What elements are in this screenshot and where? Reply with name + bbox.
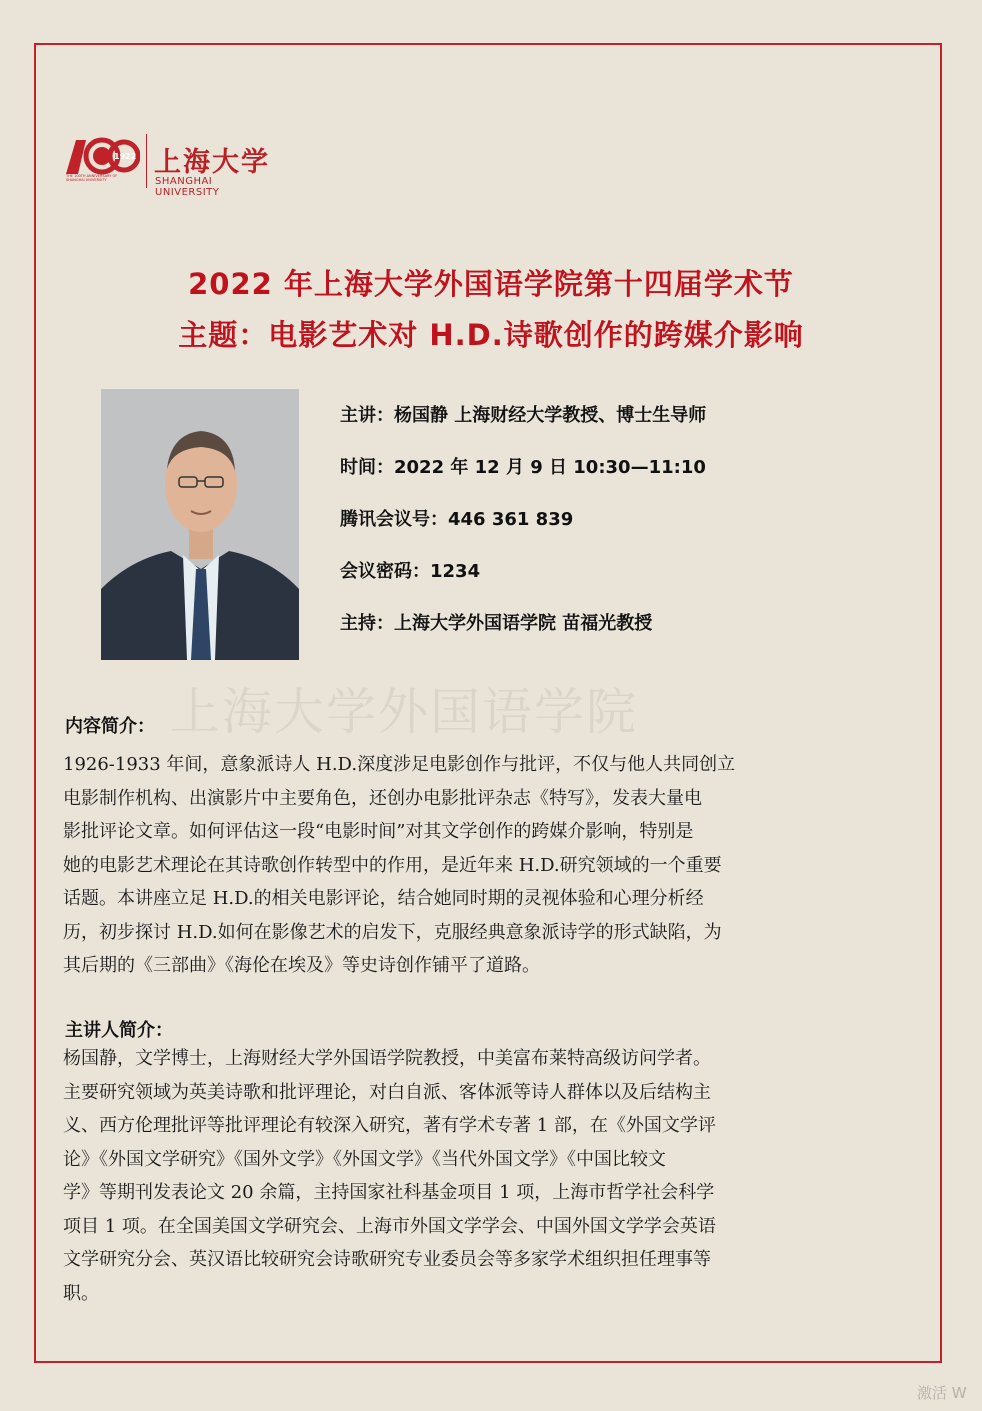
password-info: 会议密码：1234 bbox=[340, 561, 481, 582]
intro-line: 她的电影艺术理论在其诗歌创作转型中的作用，是近年来 H.D.研究领域的一个重要 bbox=[63, 854, 722, 876]
bio-line: 学》等期刊发表论文 20 余篇，主持国家社科基金项目 1 项，上海市哲学社会科学 bbox=[63, 1182, 715, 1203]
bio-paragraph bbox=[63, 1042, 909, 1310]
speaker-photo bbox=[101, 389, 299, 660]
bio-heading: 主讲人简介： bbox=[65, 1020, 173, 1041]
intro-line: 话题。本讲座立足 H.D.的相关电影评论，结合她同时期的灵视体验和心理分析经 bbox=[63, 888, 704, 909]
bio-line: 杨国静，文学博士，上海财经大学外国语学院教授，中美富布莱特高级访问学者。 bbox=[63, 1048, 711, 1069]
event-title: 2022 年上海大学外国语学院第十四届学术节 bbox=[188, 267, 794, 301]
speaker-portrait-image bbox=[101, 389, 299, 660]
activation-overlay-text: 激活 W bbox=[917, 1384, 967, 1402]
intro-heading: 内容简介： bbox=[65, 716, 155, 737]
intro-line: 电影制作机构、出演影片中主要角色，还创办电影批评杂志《特写》，发表大量电 bbox=[63, 787, 702, 809]
event-theme: 主题：电影艺术对 H.D.诗歌创作的跨媒介影响 bbox=[178, 318, 804, 352]
university-name-cn: 上海大学 bbox=[154, 147, 270, 178]
intro-line: 其后期的《三部曲》《海伦在埃及》等史诗创作铺平了道路。 bbox=[63, 955, 540, 976]
intro-line: 影批评论文章。如何评估这一段“电影时间”对其文学创作的跨媒介影响，特别是 bbox=[63, 821, 694, 842]
bio-line: 职。 bbox=[63, 1282, 99, 1304]
intro-line: 1926-1933 年间，意象派诗人 H.D.深度涉足电影创作与批评，不仅与他人共同创立 bbox=[63, 754, 736, 775]
intro-line: 历，初步探讨 H.D.如何在影像艺术的启发下，克服经典意象派诗学的形式缺陷，为 bbox=[63, 921, 722, 943]
bio-line: 论》《外国文学研究》《国外文学》《外国文学》《当代外国文学》《中国比较文 bbox=[63, 1148, 666, 1170]
speaker-info: 主讲：杨国静 上海财经大学教授、博士生导师 bbox=[340, 405, 707, 426]
bio-line: 义、西方伦理批评等批评理论有较深入研究，著有学术专著 1 部，在《外国文学评 bbox=[63, 1115, 716, 1136]
shanghai-university-logo bbox=[62, 130, 272, 198]
meeting-id-info: 腾讯会议号：446 361 839 bbox=[340, 509, 574, 530]
watermark-text: 上海大学外国语学院 bbox=[170, 683, 638, 741]
bio-line: 文学研究分会、英汉语比较研究会诗歌研究专业委员会等多家学术组织担任理事等 bbox=[63, 1249, 711, 1270]
bio-line: 项目 1 项。在全国美国文学研究会、上海市外国文学学会、中国外国文学学会英语 bbox=[63, 1215, 716, 1237]
logo-divider bbox=[146, 134, 147, 188]
bio-line: 主要研究领域为英美诗歌和批评理论，对白自派、客体派等诗人群体以及后结构主 bbox=[63, 1081, 711, 1103]
anniversary-text: THE 100TH ANNIVERSARY OF SHANGHAI UNIVERSITY bbox=[66, 174, 118, 182]
intro-paragraph bbox=[63, 748, 909, 983]
host-info: 主持：上海大学外国语学院 苗福光教授 bbox=[340, 613, 653, 634]
time-info: 时间：2022 年 12 月 9 日 10:30—11:10 bbox=[340, 457, 706, 478]
emblem-year: 1922 bbox=[114, 152, 137, 161]
university-name-en: SHANGHAI UNIVERSITY bbox=[155, 176, 220, 198]
